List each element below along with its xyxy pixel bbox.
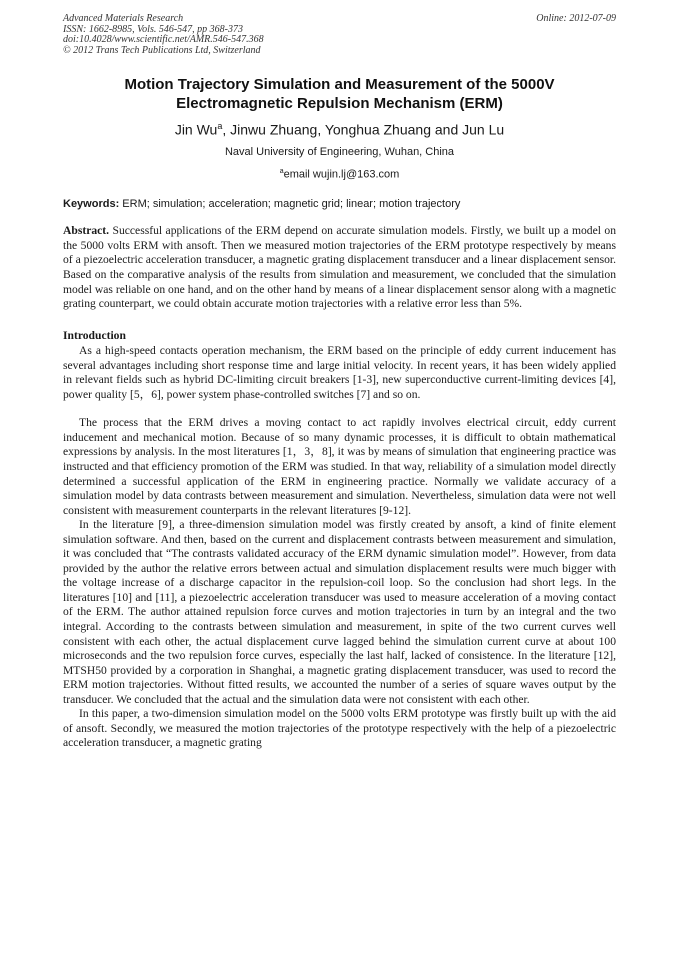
abstract-label: Abstract. [63, 224, 110, 238]
affiliation: Naval University of Engineering, Wuhan, China [224, 145, 455, 158]
email-superscript: a [279, 167, 284, 175]
title-line-1: Motion Trajectory Simulation and Measurement of the 5000V [124, 76, 555, 93]
intro-paragraph-4: In this paper, a two-dimension simulation model on the 5000 volts ERM prototype was firstly built up with the aid of ansoft. Secondly, we measured the motion trajectories of the prototype respectively with the help of a piezoelectric acceleration transducer, a magnetic grating [63, 707, 616, 750]
email-text: email wujin.lj@163.com [283, 168, 400, 181]
intro-paragraph-2: The process that the ERM drives a moving contact to act rapidly involves electrical circuit, eddy current inducement and mechanical motion. Because of so many dynamic processes, it is difficult to obtain mathematical expressions by analysis. In the most literatures [1，3，8], it was by means of simulation that engineering practice was instructed and that efficiency promotion of the ERM was studied. In that way, reliability of a simulation model directly determined a successful application of the ERM in engineering practice. Normally we validate accuracy of a simulation model by data contrasts between measurement and simulation. Nevertheless, simulation data were not well consistent with measurement counterparts in the relevant literatures [9-12]. [63, 416, 616, 517]
online-date: Online: 2012-07-09 [536, 13, 616, 24]
journal-header [63, 14, 616, 64]
author-email [63, 164, 616, 183]
journal-copyright: © 2012 Trans Tech Publications Ltd, Switzerland [63, 44, 261, 56]
abstract-text: Successful applications of the ERM depend on accurate simulation models. Firstly, we built up a model on the 5000 volts ERM with ansoft. Then we measured motion trajectories of the ERM prototype respectively by means of a piezoelectric acceleration transducer, a magnetic grating displacement transducer and a linear displacement sensor. Based on the comparative analysis of the results from simulation and measurement, we concluded that the simulation model was reliable on one hand, and on the other hand by means of a linear displacement sensor along with a magnetic grating counterpart, we could obtain accurate motion trajectories with a relative error less than 5%. [63, 224, 616, 311]
journal-issn: ISSN: 1662-8985, Vols. 546-547, pp 368-373 [63, 23, 243, 35]
section-heading-introduction: Introduction [63, 328, 126, 342]
title-line-2: Electromagnetic Repulsion Mechanism (ERM) [176, 94, 503, 112]
keywords-label: Keywords: [63, 198, 120, 211]
abstract [63, 224, 616, 311]
first-author-superscript: a [217, 121, 223, 131]
intro-paragraph-1: As a high-speed contacts operation mechanism, the ERM based on the principle of eddy current inducement has several advantages including short response time and large initial velocity. In recent years, it has been widely applied in relevant fields such as hybrid DC-limiting circuit breakers [1-3], new superconductive current-limiting devices [4], power quality [5，6], power system phase-controlled switches [7] and so on. [63, 344, 616, 401]
keywords-text: ERM; simulation; acceleration; magnetic grid; linear; motion trajectory [119, 198, 461, 211]
paper-title [63, 76, 616, 113]
intro-paragraph-3: In the literature [9], a three-dimension simulation model was firstly created by ansoft, a kind of finite element simulation software. And then, based on the current and displacement contrasts between measurement and simulation, it was concluded that “The contrasts validated accuracy of the ERM dynamic simulation model”. However, from data provided by the author the relative errors between actual and simulation displacement results were much bigger with the voltage increase of a discharge capacitor in the repulsion-coil loop. So the conclusion had short legs. In the literatures [10] and [11], a piezoelectric acceleration transducer was used to measure acceleration of a moving contact of the ERM. The author attained repulsion force curves and motion trajectories in turn by an integral and the two integral. According to the contrasts between simulation and measurement, in spite of the two current curves well consistent with each other, the actual displacement curve lagged behind the simulation current curve at about 100 microseconds and the two repulsion force curves, especially the last half, lacked of consistence. In the literature [12], MTSH50 provided by a corporation in Shanghai, a magnetic grating displacement transducer, was used to record the ERM motion trajectories. Without fitted results, we accounted the number of a series of square waves output by the transducer. We concluded that the actual and the simulation data were not consistent with each other. [63, 518, 616, 706]
journal-name: Advanced Materials Research [63, 13, 184, 24]
journal-doi: doi:10.4028/www.scientific.net/AMR.546-547.368 [63, 34, 264, 45]
first-author: Jin Wu [174, 121, 218, 138]
other-authors: , Jinwu Zhuang, Yonghua Zhuang and Jun Lu [222, 121, 505, 138]
keywords [63, 196, 616, 212]
author-list [63, 116, 616, 140]
